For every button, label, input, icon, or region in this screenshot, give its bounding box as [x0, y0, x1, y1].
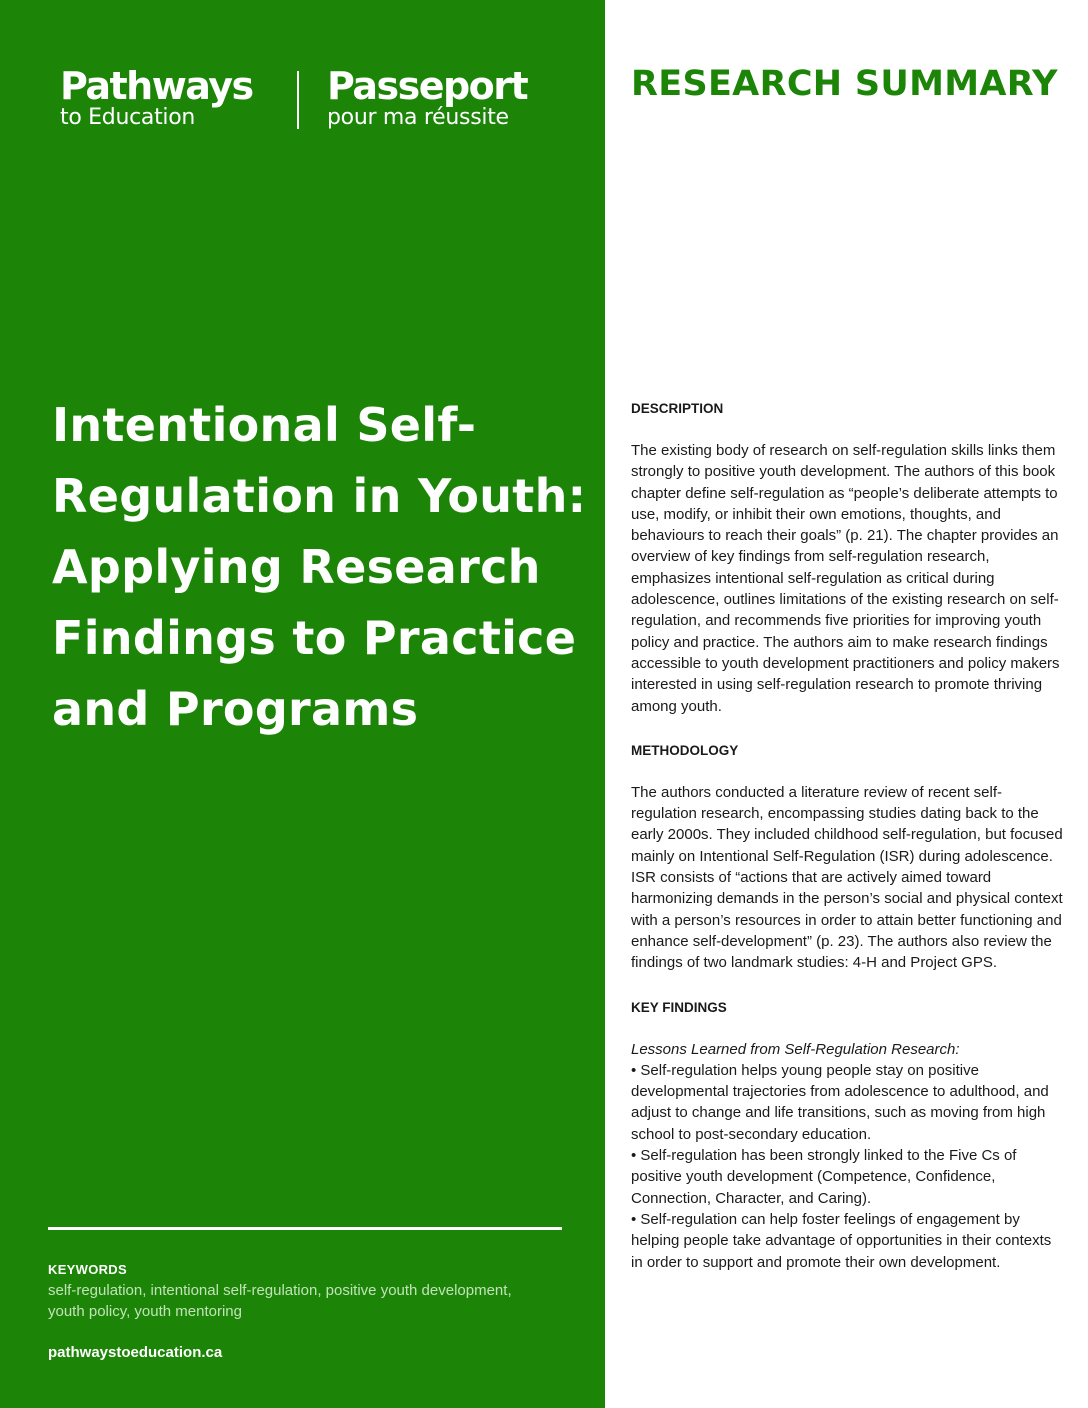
logo-to-education-text: to Education [60, 105, 196, 130]
logo-pathways-text: Pathways [60, 64, 253, 108]
methodology-text: The authors conducted a literature review of recent self-regulation research, encompassing studies dating back to the early 2000s. They included childhood self-regulation, but focused mainly on Intentional Self-Regulation (ISR) during adolescence. ISR consists of “actions that are actively aimed toward harmonizing demands in the person’s social and physical context with a person’s resources in order to attain better functioning and enhance self-development” (p. 23). The authors also review the findings of two landmark studies: 4-H and Project GPS. [631, 783, 1063, 972]
summary-panel [631, 0, 1063, 1408]
key-findings-subheading: Lessons Learned from Self-Regulation Research: [631, 1040, 960, 1058]
key-finding-item: • Self-regulation helps young people stay on positive developmental trajectories from adolescence to adulthood, and adjust to change and life transitions, such as moving from high school to post-secondary education. [631, 1061, 1049, 1143]
description-heading: DESCRIPTION [631, 401, 724, 416]
title-line: Applying Research [52, 540, 541, 594]
methodology-heading: METHODOLOGY [631, 742, 739, 758]
passeport-logo [327, 66, 527, 130]
key-findings-heading: KEY FINDINGS [631, 999, 727, 1015]
summary-content [631, 400, 1063, 1298]
pathways-logo [60, 66, 253, 130]
key-findings-body [631, 1039, 1063, 1273]
title-line: Regulation in Youth: [52, 469, 587, 523]
title-line: Intentional Self- [52, 398, 477, 452]
title-line: Findings to Practice [52, 611, 577, 665]
divider-rule [48, 1227, 562, 1230]
keywords-text: self-regulation, intentional self-regulation, positive youth development, youth policy, youth mentoring [48, 1282, 512, 1320]
key-finding-item: • Self-regulation has been strongly linked to the Five Cs of positive youth development (Competence, Confidence, Connection, Character, and Caring). [631, 1147, 1017, 1207]
document-title [52, 390, 592, 745]
logo-pour-ma-reussite-text: pour ma réussite [327, 105, 509, 130]
keywords-heading: KEYWORDS [48, 1262, 127, 1277]
key-finding-item: • Self-regulation can help foster feelings of engagement by helping people take advantage of opportunities in their contexts in order to support and promote their own development. [631, 1210, 1052, 1271]
logo-divider [297, 71, 299, 129]
logo-passeport-text: Passeport [327, 64, 528, 108]
description-text: The existing body of research on self-regulation skills links them strongly to positive youth development. The authors of this book chapter define self-regulation as “people’s deliberate attempts to use, modify, or inhibit their own emotions, thoughts, and behaviours to reach their goals” (p. 21). The chapter provides an overview of key findings from self-regulation research, emphasizes intentional self-regulation as critical during adolescence, outlines limitations of the existing research on self-regulation, and recommends five priorities for improving youth policy and practice. The authors aim to make research findings accessible to youth development practitioners and policy makers interested in using self-regulation research to promote thriving among youth. [631, 442, 1060, 715]
research-summary-label: RESEARCH SUMMARY [631, 64, 1058, 104]
title-line: and Programs [52, 682, 419, 736]
website-link[interactable]: pathwaystoeducation.ca [48, 1344, 223, 1361]
